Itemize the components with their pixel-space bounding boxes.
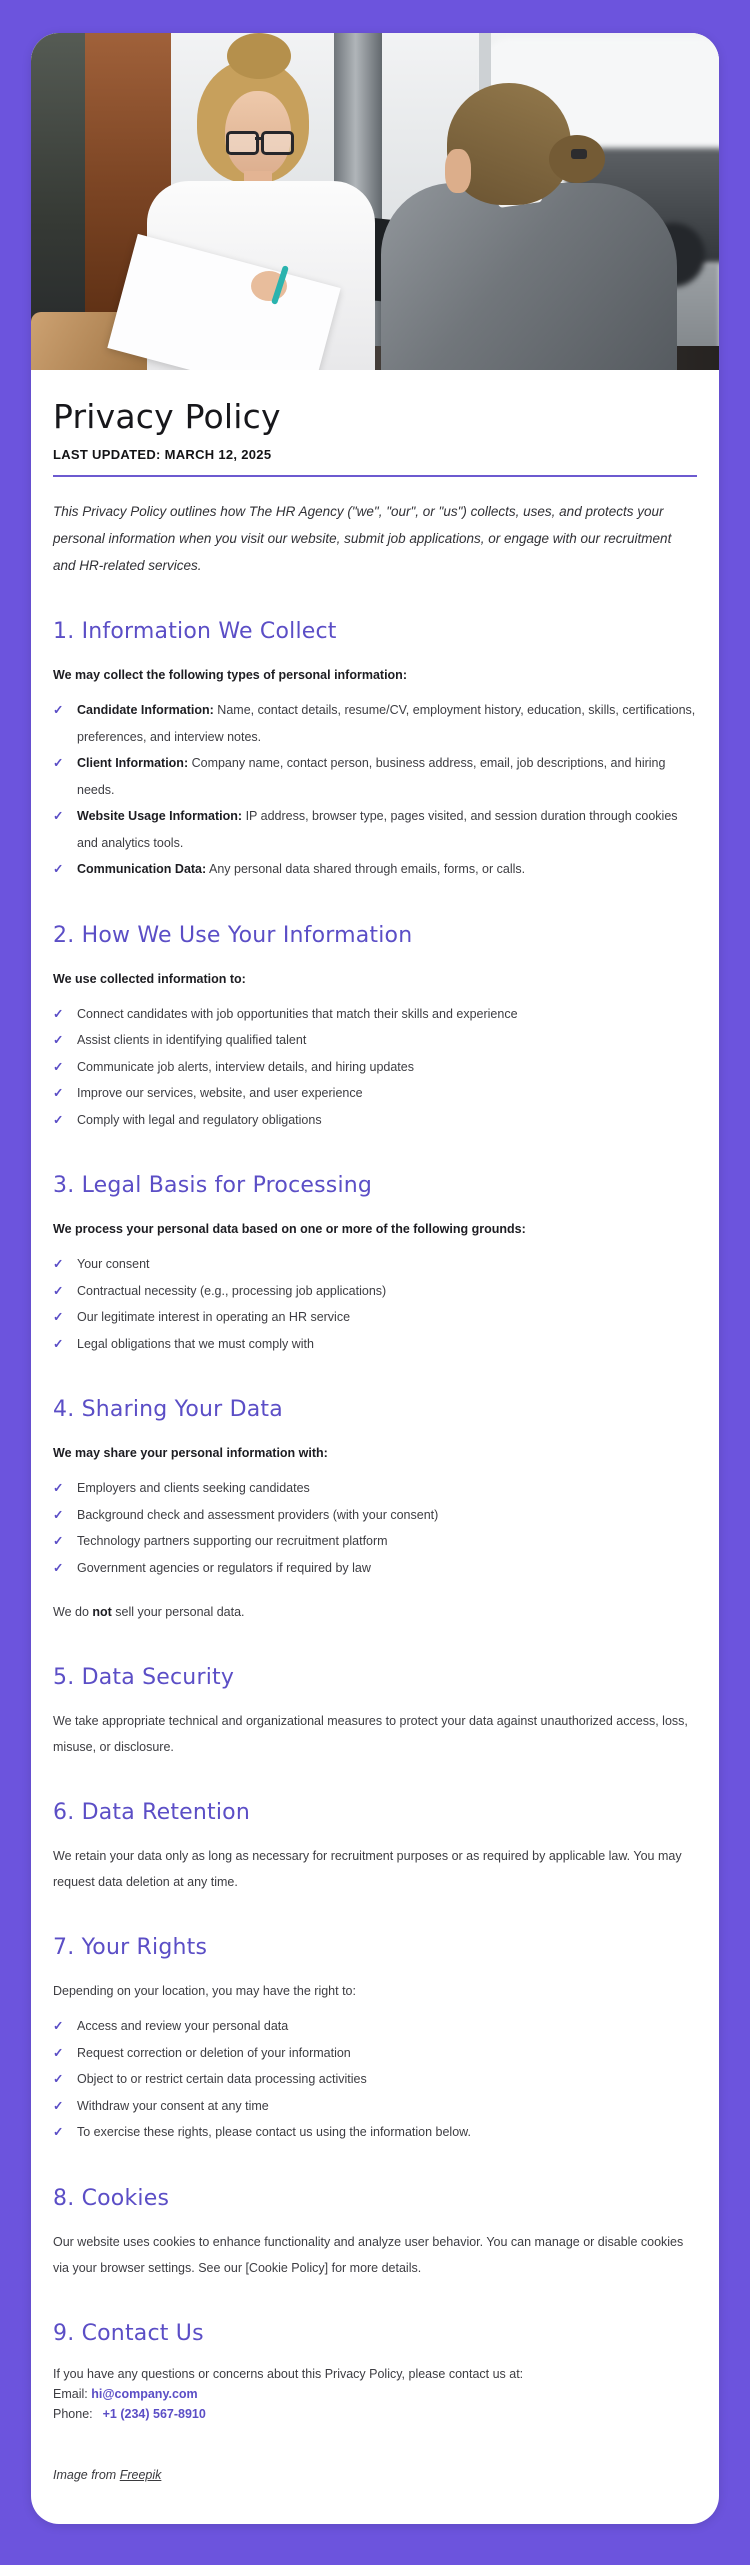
last-updated-label: LAST UPDATED: MARCH 12, 2025 xyxy=(53,447,272,462)
checklist xyxy=(53,697,697,883)
man-hair-bun xyxy=(549,135,605,183)
section-contact-us xyxy=(53,2321,697,2424)
list-item-text: Government agencies or regulators if required by law xyxy=(77,1560,371,1575)
section-heading: 9. Contact Us xyxy=(53,2320,204,2346)
list-item-text: Comply with legal and regulatory obligations xyxy=(77,1112,322,1127)
list-item-text: Employers and clients seeking candidates xyxy=(77,1481,310,1495)
list-item xyxy=(53,2093,697,2120)
list-item xyxy=(53,1475,697,1502)
section-heading: 3. Legal Basis for Processing xyxy=(53,1173,373,1198)
divider xyxy=(53,475,697,477)
phone-label: Phone: xyxy=(53,2406,93,2421)
list-item xyxy=(53,1054,697,1081)
list-item-text: Your consent xyxy=(77,1257,150,1271)
section-heading: 6. Data Retention xyxy=(53,1800,250,1825)
hair-tie xyxy=(571,149,587,159)
section-heading: 2. How We Use Your Information xyxy=(53,922,413,948)
list-item xyxy=(53,803,697,856)
image-credit: Image from Freepik xyxy=(53,2467,162,2482)
list-item-text: Connect candidates with job opportunities that match their skills and experience xyxy=(77,1006,518,1021)
man-blazer xyxy=(381,183,677,370)
list-item xyxy=(53,1001,697,1028)
section-your-rights xyxy=(53,1935,697,2146)
list-item xyxy=(53,1304,697,1331)
list-item xyxy=(53,1528,697,1555)
check-icon: ✓ xyxy=(53,1257,64,1271)
hero-image xyxy=(31,33,719,370)
checklist xyxy=(53,2013,697,2146)
list-item xyxy=(53,1080,697,1107)
woman-hair-bun xyxy=(227,33,291,79)
check-icon: ✓ xyxy=(53,1059,64,1074)
intro-paragraph: This Privacy Policy outlines how The HR Agency ("we", "our", or "us") collects, uses, and protects your personal information when you visit our website, submit job applications, or engage with our recruitment and HR-related services. xyxy=(53,504,672,573)
list-item-text: Technology partners supporting our recruitment platform xyxy=(77,1534,388,1548)
man-ear xyxy=(445,149,471,193)
list-item xyxy=(53,1502,697,1529)
contact-phone-line xyxy=(53,2404,697,2424)
list-item xyxy=(53,750,697,803)
section-heading: 7. Your Rights xyxy=(53,1935,208,1960)
list-item xyxy=(53,2119,697,2146)
section-body: We retain your data only as long as necessary for recruitment purposes or as required by applicable law. You may request data deletion at any time. xyxy=(53,1849,682,1889)
list-item-text: Improve our services, website, and user experience xyxy=(77,1086,363,1100)
list-item-text: Website Usage Information: IP address, browser type, pages visited, and session duration through cookies and analytics tools. xyxy=(77,809,678,850)
section-body: Our website uses cookies to enhance functionality and analyze user behavior. You can manage or disable cookies via your browser settings. See our [Cookie Policy] for more details. xyxy=(53,2234,684,2275)
list-item-text: Legal obligations that we must comply with xyxy=(77,1336,314,1351)
check-icon: ✓ xyxy=(53,862,64,876)
list-item xyxy=(53,1331,697,1358)
section-how-we-use xyxy=(53,923,697,1134)
check-icon: ✓ xyxy=(53,2019,64,2033)
check-icon: ✓ xyxy=(53,1112,64,1127)
no-sell-note: We do not sell your personal data. xyxy=(53,1605,245,1619)
check-icon: ✓ xyxy=(53,1507,64,1522)
check-icon: ✓ xyxy=(53,1310,64,1324)
glasses-bridge xyxy=(255,137,263,140)
check-icon: ✓ xyxy=(53,1481,64,1495)
section-data-security xyxy=(53,1665,697,1760)
check-icon: ✓ xyxy=(53,1283,64,1298)
glasses-right-lens xyxy=(261,131,294,155)
section-heading: 5. Data Security xyxy=(53,1665,235,1690)
list-item-text: Object to or restrict certain data processing activities xyxy=(77,2072,367,2086)
section-heading: 1. Information We Collect xyxy=(53,619,337,644)
check-icon: ✓ xyxy=(53,2098,64,2113)
section-heading: 4. Sharing Your Data xyxy=(53,1397,283,1422)
policy-content xyxy=(31,370,719,2524)
list-item-text: Communication Data: Any personal data shared through emails, forms, or calls. xyxy=(77,862,526,876)
check-icon: ✓ xyxy=(53,1033,64,1047)
check-icon: ✓ xyxy=(53,809,64,823)
list-item xyxy=(53,1107,697,1134)
section-lead: We may collect the following types of personal information: xyxy=(53,668,407,682)
check-icon: ✓ xyxy=(53,1336,64,1351)
list-item-text: Assist clients in identifying qualified talent xyxy=(77,1033,307,1047)
list-item xyxy=(53,1251,697,1278)
contact-intro: If you have any questions or concerns about this Privacy Policy, please contact us at: xyxy=(53,2366,524,2381)
list-item-text: Our legitimate interest in operating an HR service xyxy=(77,1310,351,1324)
list-item-text: Request correction or deletion of your information xyxy=(77,2045,351,2060)
section-lead: We process your personal data based on one or more of the following grounds: xyxy=(53,1222,526,1236)
list-item-text: Background check and assessment providers (with your consent) xyxy=(77,1507,439,1522)
phone-link[interactable]: +1 (234) 567-8910 xyxy=(102,2406,206,2421)
check-icon: ✓ xyxy=(53,1560,64,1575)
freepik-link[interactable]: Freepik xyxy=(119,2467,162,2482)
check-icon: ✓ xyxy=(53,1086,64,1100)
list-item xyxy=(53,1555,697,1582)
section-sharing-your-data xyxy=(53,1397,697,1625)
section-lead: We use collected information to: xyxy=(53,971,246,986)
list-item-text: Communicate job alerts, interview details, and hiring updates xyxy=(77,1059,414,1074)
checklist xyxy=(53,1251,697,1357)
list-item-text: Candidate Information: Name, contact details, resume/CV, employment history, education, skills, certifications, preferences, and interview notes. xyxy=(77,703,696,744)
list-item xyxy=(53,697,697,750)
contact-email-line xyxy=(53,2384,697,2404)
list-item-text: Access and review your personal data xyxy=(77,2019,289,2033)
list-item-text: Contractual necessity (e.g., processing job applications) xyxy=(77,1283,387,1298)
check-icon: ✓ xyxy=(53,1006,64,1021)
list-item xyxy=(53,2013,697,2040)
list-item xyxy=(53,1027,697,1054)
email-label: Email: xyxy=(53,2386,88,2401)
list-item-text: To exercise these rights, please contact us using the information below. xyxy=(77,2125,471,2139)
section-cookies xyxy=(53,2186,697,2281)
list-item-text: Withdraw your consent at any time xyxy=(77,2098,269,2113)
check-icon: ✓ xyxy=(53,2125,64,2139)
list-item xyxy=(53,1278,697,1305)
check-icon: ✓ xyxy=(53,1534,64,1548)
checklist xyxy=(53,1475,697,1581)
section-lead: Depending on your location, you may have the right to: xyxy=(53,1984,356,1998)
page-title: Privacy Policy xyxy=(53,397,281,436)
list-item-text: Client Information: Company name, contact person, business address, email, job descriptions, and hiring needs. xyxy=(77,756,666,797)
list-item xyxy=(53,2040,697,2067)
section-lead: We may share your personal information with: xyxy=(53,1446,328,1460)
section-body: We take appropriate technical and organizational measures to protect your data against unauthorized access, loss, misuse, or disclosure. xyxy=(53,1714,688,1754)
check-icon: ✓ xyxy=(53,2045,64,2060)
checklist xyxy=(53,1001,697,1134)
section-heading: 8. Cookies xyxy=(53,2185,170,2211)
email-link[interactable]: hi@company.com xyxy=(91,2386,198,2401)
check-icon: ✓ xyxy=(53,703,64,717)
check-icon: ✓ xyxy=(53,756,64,770)
list-item xyxy=(53,2066,697,2093)
section-legal-basis xyxy=(53,1173,697,1357)
list-item xyxy=(53,856,697,883)
section-information-we-collect xyxy=(53,619,697,883)
section-data-retention xyxy=(53,1800,697,1895)
glasses-left-lens xyxy=(226,131,259,155)
policy-card xyxy=(31,33,719,2524)
check-icon: ✓ xyxy=(53,2072,64,2086)
